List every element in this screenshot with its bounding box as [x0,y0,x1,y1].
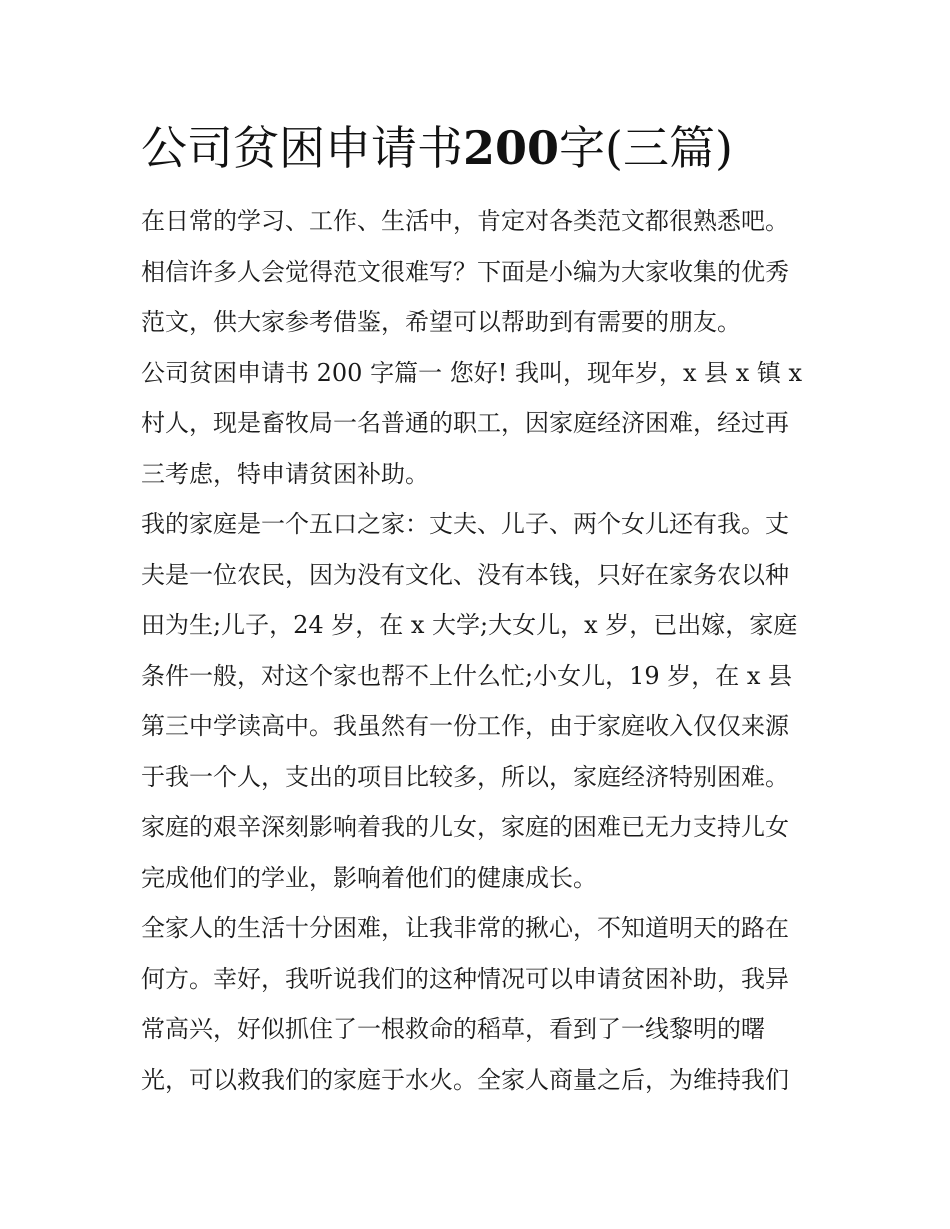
text-line: 相信许多人会觉得范文很难写？下面是小编为大家收集的优秀 [141,257,789,286]
text-line: 公司贫困申请书 200 字篇一 您好! 我叫，现年岁，x 县 x 镇 x [141,358,803,387]
text-line: 条件一般，对这个家也帮不上什么忙;小女儿，19 岁，在 x 县 [141,661,793,690]
paragraph-family [141,499,811,903]
text-line: 全家人的生活十分困难，让我非常的揪心，不知道明天的路在 [141,914,789,942]
text-line: 家庭的艰辛深刻影响着我的儿女，家庭的困难已无力支持儿女 [141,813,789,841]
text-line: 第三中学读高中。我虽然有一份工作，由于家庭收入仅仅来源 [141,712,789,740]
text-line: 我的家庭是一个五口之家：丈夫、儿子、两个女儿还有我。丈 [141,510,789,538]
text-line: 田为生;儿子，24 岁，在 x 大学;大女儿，x 岁，已出嫁，家庭 [141,611,798,639]
paragraph-request [141,348,811,500]
document-body [141,196,811,1105]
text-line: 于我一个人，支出的项目比较多，所以，家庭经济特别困难。 [141,762,789,791]
text-line: 三考虑，特申请贫困补助。 [141,459,429,488]
title-suffix: 字(三篇) [559,121,733,175]
text-line: 完成他们的学业，影响着他们的健康成长。 [141,863,597,892]
text-line: 在日常的学习、工作、生活中，肯定对各类范文都很熟悉吧。 [141,207,789,235]
paragraph-intro [141,196,811,348]
text-line: 夫是一位农民，因为没有文化、没有本钱，只好在家务农以种 [141,560,789,589]
title-number: 200 [463,121,560,175]
document-title [141,118,841,178]
text-line: 常高兴，好似抓住了一根救命的稻草，看到了一线黎明的曙 [141,1015,765,1043]
paragraph-hardship [141,903,811,1105]
text-line: 范文，供大家参考借鉴，希望可以帮助到有需要的朋友。 [141,308,741,336]
title-prefix: 公司贫困申请书 [141,121,463,175]
text-line: 光，可以救我们的家庭于水火。全家人商量之后，为维持我们 [141,1065,789,1094]
text-line: 村人，现是畜牧局一名普通的职工，因家庭经济困难，经过再 [141,409,789,437]
text-line: 何方。幸好，我听说我们的这种情况可以申请贫困补助，我异 [141,964,789,993]
